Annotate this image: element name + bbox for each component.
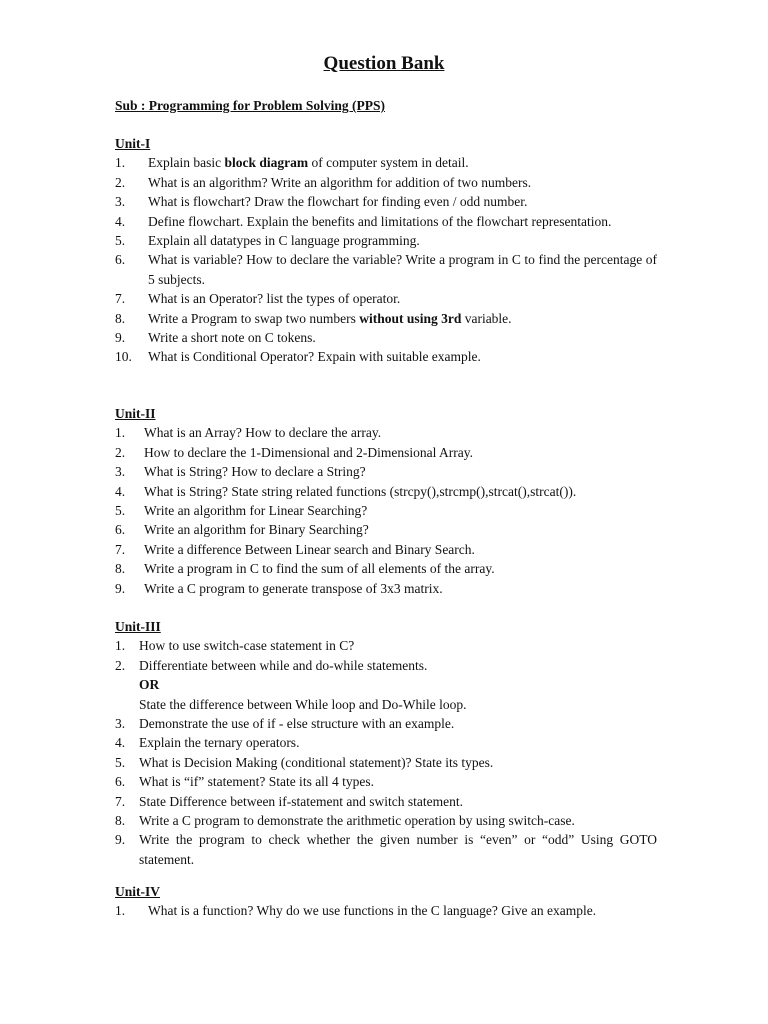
question-number: 8. xyxy=(115,561,126,577)
question-text: What is variable? How to declare the variable? Write a program in C to find the percentage of 5 subjects. xyxy=(148,252,657,287)
question-text: What is an algorithm? Write an algorithm for addition of two numbers. xyxy=(148,174,532,190)
question-number: 3. xyxy=(115,194,126,210)
question-text: Write a difference Between Linear search and Binary Search. xyxy=(144,541,475,557)
question-text-tail: of computer system in detail. xyxy=(308,155,469,171)
question-item xyxy=(115,636,657,655)
question-text-tail: variable. xyxy=(461,310,512,326)
question-text: What is a function? Why do we use functions in the C language? Give an example. xyxy=(148,903,597,919)
question-item xyxy=(115,347,657,366)
question-number: 3. xyxy=(115,716,126,732)
question-text: Write a C program to demonstrate the arithmetic operation by using switch-case. xyxy=(139,813,575,829)
question-number: 4. xyxy=(115,483,126,499)
question-item xyxy=(115,212,657,231)
question-number: 2. xyxy=(115,657,126,673)
question-item xyxy=(115,540,657,559)
question-list xyxy=(115,636,657,869)
question-item xyxy=(115,656,657,714)
question-number: 5. xyxy=(115,233,126,249)
question-item xyxy=(115,501,657,520)
question-number: 5. xyxy=(115,754,126,770)
unit-4-section xyxy=(115,882,657,921)
question-emphasis: without using 3rd xyxy=(359,310,462,326)
question-text: Define flowchart. Explain the benefits and limitations of the flowchart representation. xyxy=(148,213,612,229)
question-list xyxy=(115,153,657,366)
question-number: 1. xyxy=(115,638,126,654)
question-number: 6. xyxy=(115,522,126,538)
question-text: What is String? State string related functions (strcpy(),strcmp(),strcat(),strcat()). xyxy=(144,483,577,499)
question-item xyxy=(115,289,657,308)
question-item xyxy=(115,520,657,539)
question-number: 1. xyxy=(115,425,126,441)
unit-heading: Unit-III xyxy=(115,619,161,634)
question-list xyxy=(115,901,657,920)
question-text: Write the program to check whether the given number is “even” or “odd” Using GOTO statement. xyxy=(139,832,657,867)
question-number: 2. xyxy=(115,444,126,460)
question-number: 5. xyxy=(115,503,126,519)
question-text: Write a C program to generate transpose of 3x3 matrix. xyxy=(144,580,443,596)
unit-1-section xyxy=(115,134,657,367)
question-text: What is String? How to declare a String? xyxy=(144,464,366,480)
question-number: 9. xyxy=(115,580,126,596)
question-list xyxy=(115,423,657,598)
question-text: Write an algorithm for Linear Searching? xyxy=(144,503,368,519)
question-text: Explain the ternary operators. xyxy=(139,735,300,751)
unit-heading: Unit-I xyxy=(115,136,151,151)
question-text: Demonstrate the use of if - else structure with an example. xyxy=(139,716,455,732)
question-number: 1. xyxy=(115,903,126,919)
question-item xyxy=(115,250,657,289)
question-item xyxy=(115,579,657,598)
question-text: What is “if” statement? State its all 4 types. xyxy=(139,774,375,790)
question-text: Explain all datatypes in C language programming. xyxy=(148,233,420,249)
question-emphasis: block diagram xyxy=(224,155,309,171)
question-number: 8. xyxy=(115,813,126,829)
question-number: 7. xyxy=(115,793,126,809)
question-number: 9. xyxy=(115,832,126,848)
question-text: Explain basic xyxy=(148,155,225,171)
unit-3-section xyxy=(115,617,657,869)
question-number: 7. xyxy=(115,541,126,557)
question-item xyxy=(115,443,657,462)
question-item xyxy=(115,792,657,811)
question-item xyxy=(115,328,657,347)
unit-2-section xyxy=(115,404,657,598)
page-title: Question Bank xyxy=(323,53,445,74)
question-item xyxy=(115,462,657,481)
question-text: Write a Program to swap two numbers xyxy=(148,310,360,326)
question-item xyxy=(115,309,657,328)
question-text: Write a program in C to find the sum of all elements of the array. xyxy=(144,561,495,577)
question-text: Write a short note on C tokens. xyxy=(148,330,316,346)
question-item xyxy=(115,153,657,172)
question-number: 6. xyxy=(115,252,126,268)
question-number: 6. xyxy=(115,774,126,790)
question-alternative: State the difference between While loop and Do-While loop. xyxy=(139,696,467,712)
question-text: State Difference between if-statement and switch statement. xyxy=(139,793,463,809)
question-text: How to use switch-case statement in C? xyxy=(139,638,355,654)
question-item xyxy=(115,231,657,250)
question-item xyxy=(115,423,657,442)
question-item xyxy=(115,811,657,830)
question-item xyxy=(115,173,657,192)
unit-heading: Unit-II xyxy=(115,406,156,421)
question-text: What is flowchart? Draw the flowchart for finding even / odd number. xyxy=(148,194,528,210)
question-text: Write an algorithm for Binary Searching? xyxy=(144,522,369,538)
question-text: What is Conditional Operator? Expain with suitable example. xyxy=(148,349,481,365)
question-number: 10. xyxy=(115,349,132,365)
question-item xyxy=(115,482,657,501)
question-item xyxy=(115,192,657,211)
question-text: What is an Operator? list the types of operator. xyxy=(148,291,401,307)
question-item xyxy=(115,733,657,752)
question-number: 4. xyxy=(115,735,126,751)
question-text: What is Decision Making (conditional statement)? State its types. xyxy=(139,754,494,770)
question-number: 1. xyxy=(115,155,126,171)
question-number: 9. xyxy=(115,330,126,346)
question-text: Differentiate between while and do-while statements. xyxy=(139,657,428,673)
question-number: 2. xyxy=(115,174,126,190)
subject-line: Sub : Programming for Problem Solving (PPS) xyxy=(115,98,385,113)
or-separator: OR xyxy=(139,677,160,693)
question-number: 8. xyxy=(115,310,126,326)
question-number: 7. xyxy=(115,291,126,307)
question-item xyxy=(115,753,657,772)
question-item xyxy=(115,714,657,733)
question-item xyxy=(115,772,657,791)
question-text: How to declare the 1-Dimensional and 2-Dimensional Array. xyxy=(144,444,474,460)
question-number: 3. xyxy=(115,464,126,480)
question-item xyxy=(115,901,657,920)
question-item xyxy=(115,559,657,578)
question-number: 4. xyxy=(115,213,126,229)
question-item xyxy=(115,830,657,869)
question-text: What is an Array? How to declare the array. xyxy=(144,425,382,441)
unit-heading: Unit-IV xyxy=(115,884,161,899)
